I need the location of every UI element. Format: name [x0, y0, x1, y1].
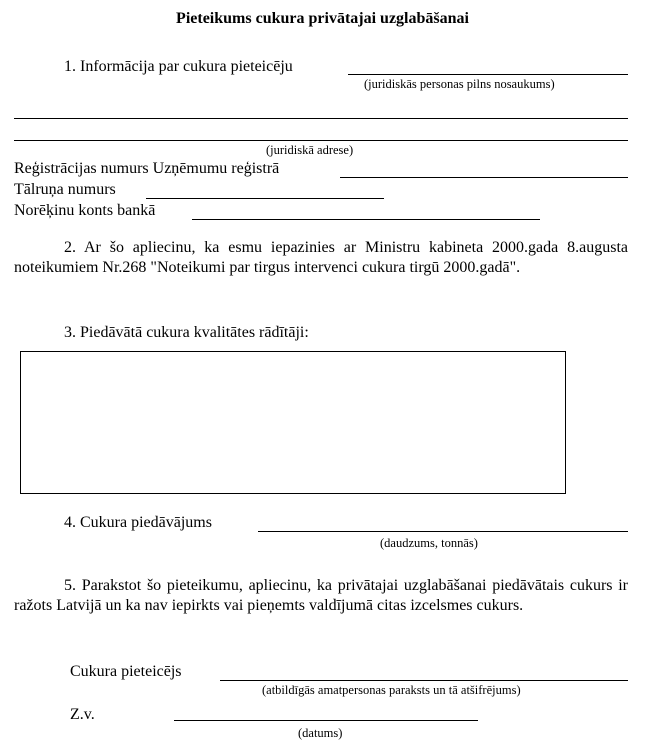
phone-number-line[interactable] [146, 198, 384, 199]
stamp-place-label: Z.v. [70, 706, 95, 723]
signature-line[interactable] [220, 680, 628, 681]
phone-number-label: Tālruņa numurs [14, 181, 116, 198]
bank-account-label: Norēķinu konts bankā [14, 202, 156, 219]
registration-number-line[interactable] [340, 177, 628, 178]
registration-number-label: Reģistrācijas numurs Uzņēmumu reģistrā [14, 160, 280, 177]
acknowledgement-paragraph: 2. Ar šo apliecinu, ka esmu iepazinies ar Ministru kabineta 2000.gada 8.augusta noteikumiem Nr.268 "Noteikumi par tirgus intervenci cukura tirgū 2000.gadā". [14, 239, 628, 276]
applicant-address-line[interactable] [14, 140, 628, 141]
origin-declaration-paragraph: 5. Parakstot šo pieteikumu, apliecinu, ka privātajai uzglabāšanai piedāvātais cukurs ir ražots Latvijā un ka nav iepirkts vai pieņemts valdījumā citas izcelsmes cukurs. [14, 577, 628, 614]
sugar-offer-line[interactable] [258, 531, 628, 532]
sugar-offer-label: 4. Cukura piedāvājums [64, 514, 212, 531]
quality-indicators-label: 3. Piedāvātā cukura kvalitātes rādītāji: [64, 324, 309, 341]
applicant-info-label: 1. Informācija par cukura pieteicēju [64, 58, 293, 75]
applicant-name-line[interactable] [348, 74, 628, 75]
applicant-name-caption: (juridiskās personas pilns nosaukums) [364, 77, 555, 91]
signature-caption: (atbildīgās amatpersonas paraksts un tā atšifrējums) [262, 683, 521, 697]
bank-account-line[interactable] [192, 219, 540, 220]
applicant-name-line-2[interactable] [14, 118, 628, 119]
address-caption: (juridiskā adrese) [266, 143, 354, 157]
quality-indicators-box[interactable] [20, 351, 566, 494]
applicant-signature-label: Cukura pieteicējs [70, 663, 182, 680]
document-title: Pieteikums cukura privātajai uzglabāšanai [176, 10, 469, 27]
date-caption: (datums) [298, 726, 343, 740]
date-line[interactable] [174, 720, 478, 721]
quantity-caption: (daudzums, tonnās) [380, 536, 478, 550]
